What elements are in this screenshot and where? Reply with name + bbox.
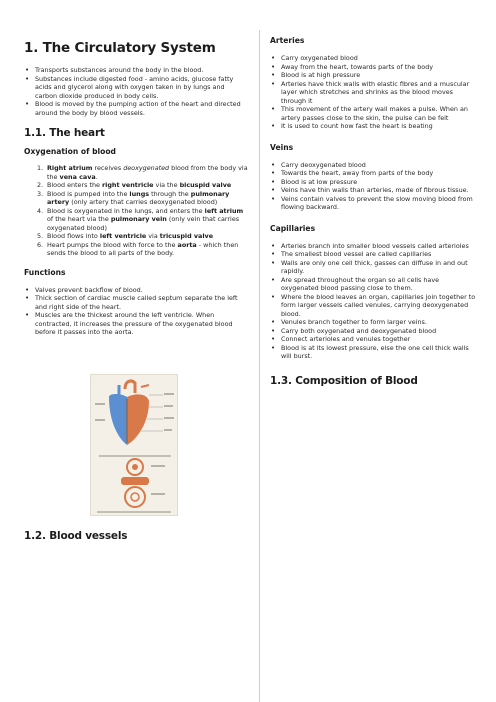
left-heart-drawing: [127, 394, 149, 445]
right-heart-drawing: [109, 394, 127, 445]
arteries-item: • It is used to count how fast the heart is beating: [270, 122, 476, 131]
pulmonary-vein-drawing: [141, 385, 149, 387]
italic-term: deoxygenated: [123, 164, 170, 172]
section-heading-vessels: 1.2. Blood vessels: [24, 530, 128, 542]
veins-item: • Towards the heart, away from parts of the body: [270, 169, 476, 178]
subheading-arteries: Arteries: [270, 36, 305, 45]
subheading-capillaries: Capillaries: [270, 223, 316, 233]
step-text: - which then sends the blood to all parts of the body.: [47, 240, 239, 257]
oxygenation-step: [24, 164, 248, 181]
step-text: Blood enters the: [47, 181, 102, 189]
capillaries-item: • Venules branch together to form larger veins.: [270, 318, 476, 327]
bold-term: bicuspid valve: [179, 181, 232, 189]
heart-box-drawing: [121, 477, 149, 485]
step-text: .: [95, 172, 98, 181]
bold-term: left ventricle: [99, 232, 147, 240]
step-number: 5.: [37, 232, 44, 240]
functions-list: [24, 286, 248, 337]
step-text: blood from the body via the: [47, 164, 248, 181]
arteries-item: • Arteries have thick walls with elastic fibres and a muscular layer which stretches and shrinks as the blood moves through it: [270, 80, 476, 106]
bold-term: lungs: [129, 189, 150, 198]
step-number: 6.: [37, 240, 44, 249]
right-column: [270, 0, 476, 387]
caption-scribble: [97, 511, 171, 513]
step-text: of the heart via the: [47, 215, 111, 223]
section-heading-composition: 1.3. Composition of Blood: [270, 374, 418, 387]
arteries-item: • This movement of the artery wall makes a pulse. When an artery passes close to the skin, the pulse can be felt: [270, 105, 476, 122]
capillaries-item: • Walls are only one cell thick, gasses can diffuse in and out rapidly.: [270, 259, 476, 276]
arteries-list: [270, 54, 476, 131]
step-number: 2.: [37, 181, 44, 189]
step-text: via the: [153, 181, 180, 189]
capillaries-item: • Carry both oxygenated and deoxygenated blood: [270, 327, 476, 336]
oxygenation-step: [24, 207, 248, 233]
subheading-functions: Functions: [24, 267, 66, 277]
step-text: Blood is oxygenated in the lungs, and enters the: [47, 206, 205, 215]
functions-item: • Thick section of cardiac muscle called septum separate the left and right side of the heart.: [24, 294, 248, 311]
step-text: Heart pumps the blood with force to the: [47, 240, 178, 249]
label-scribble: [164, 405, 173, 407]
label-scribble: [164, 417, 174, 419]
label-scribble: [95, 403, 105, 405]
veins-item: • Blood is at low pressure: [270, 178, 476, 187]
arteries-item: • Blood is at high pressure: [270, 71, 476, 80]
functions-item: • Valves prevent backflow of blood.: [24, 286, 248, 295]
label-scribble: [95, 419, 105, 421]
step-number: 3.: [37, 189, 44, 198]
step-text: receives: [92, 164, 124, 172]
veins-item: • Carry deoxygenated blood: [270, 161, 476, 170]
label-scribble: [164, 393, 174, 395]
intro-item: • Blood is moved by the pumping action of the heart and directed around the body by blood vessels.: [24, 100, 248, 117]
capillaries-list: [270, 242, 476, 361]
capillaries-item: • Are spread throughout the organ so all cells have oxygenated blood passing close to them.: [270, 276, 476, 293]
veins-list: [270, 161, 476, 212]
section-heading-heart: 1.1. The heart: [24, 127, 105, 139]
step-text: (only artery that carries deoxygenated blood): [69, 198, 218, 206]
heart-diagram-photo: [90, 374, 178, 516]
intro-item: • Substances include digested food - amino acids, glucose fatty acids and glycerol along with oxygen taken in by lungs and carbon dioxide produced in body cells.: [24, 75, 248, 101]
oxygenation-step: [24, 181, 248, 190]
step-number: 1.: [37, 164, 44, 172]
oxygenation-step: [24, 232, 248, 241]
capillaries-item: • The smallest blood vessel are called capillaries: [270, 250, 476, 259]
subheading-oxygenation: Oxygenation of blood: [24, 147, 116, 156]
bold-term: pulmonary vein: [110, 215, 167, 223]
body-loop-drawing: [125, 487, 145, 507]
step-number: 4.: [37, 206, 44, 215]
page-title: 1. The Circulatory System: [24, 40, 216, 56]
subheading-veins: Veins: [270, 142, 294, 152]
oxygenation-step: [24, 190, 248, 207]
step-text: through the: [149, 189, 191, 198]
veins-item: • Veins contain valves to prevent the slow moving blood from flowing backward.: [270, 195, 476, 212]
step-text: via: [146, 232, 160, 240]
left-column: [24, 0, 248, 337]
intro-item: • Transports substances around the body in the blood.: [24, 66, 248, 75]
bold-term: aorta: [177, 240, 197, 249]
bold-term: vena cava: [59, 172, 96, 181]
caption-scribble: [99, 455, 171, 457]
functions-item: • Muscles are the thickest around the left ventricle. When contracted, it increases the pressure of the oxygenated blood before it passes into the aorta.: [24, 311, 248, 337]
label-scribble: [151, 493, 165, 495]
bold-term: pulmonary artery: [47, 189, 230, 206]
label-scribble: [151, 465, 165, 467]
oxygenation-steps: [24, 164, 248, 258]
capillaries-item: • Where the blood leaves an organ, capillaries join together to form larger vessels called venules, carrying deoxygenated blood.: [270, 293, 476, 319]
step-text: (only vein that carries oxygenated blood): [47, 215, 240, 232]
veins-item: • Veins have thin walls than arteries, made of fibrous tissue.: [270, 186, 476, 195]
bold-term: right ventricle: [102, 181, 154, 189]
label-scribble: [164, 429, 172, 431]
bold-term: Right atrium: [47, 164, 93, 172]
arteries-item: • Away from the heart, towards parts of the body: [270, 63, 476, 72]
body-core-drawing: [131, 493, 139, 501]
bold-term: tricuspid valve: [159, 232, 214, 240]
step-text: Blood is pumped into the: [47, 189, 130, 198]
capillaries-item: • Arteries branch into smaller blood vessels called arterioles: [270, 242, 476, 251]
oxygenation-step: [24, 241, 248, 258]
arteries-item: • Carry oxygenated blood: [270, 54, 476, 63]
heart-diagram-illustration: [91, 375, 179, 517]
capillaries-item: • Blood is at its lowest pressure, else the one cell thick walls will burst.: [270, 344, 476, 361]
lung-core-drawing: [132, 464, 138, 470]
bold-term: left atrium: [204, 206, 244, 215]
step-text: Blood flows into: [47, 232, 100, 240]
intro-list: [24, 66, 248, 117]
column-divider: [259, 30, 260, 702]
aorta-drawing: [125, 381, 135, 393]
capillaries-item: • Connect arterioles and venules together: [270, 335, 476, 344]
